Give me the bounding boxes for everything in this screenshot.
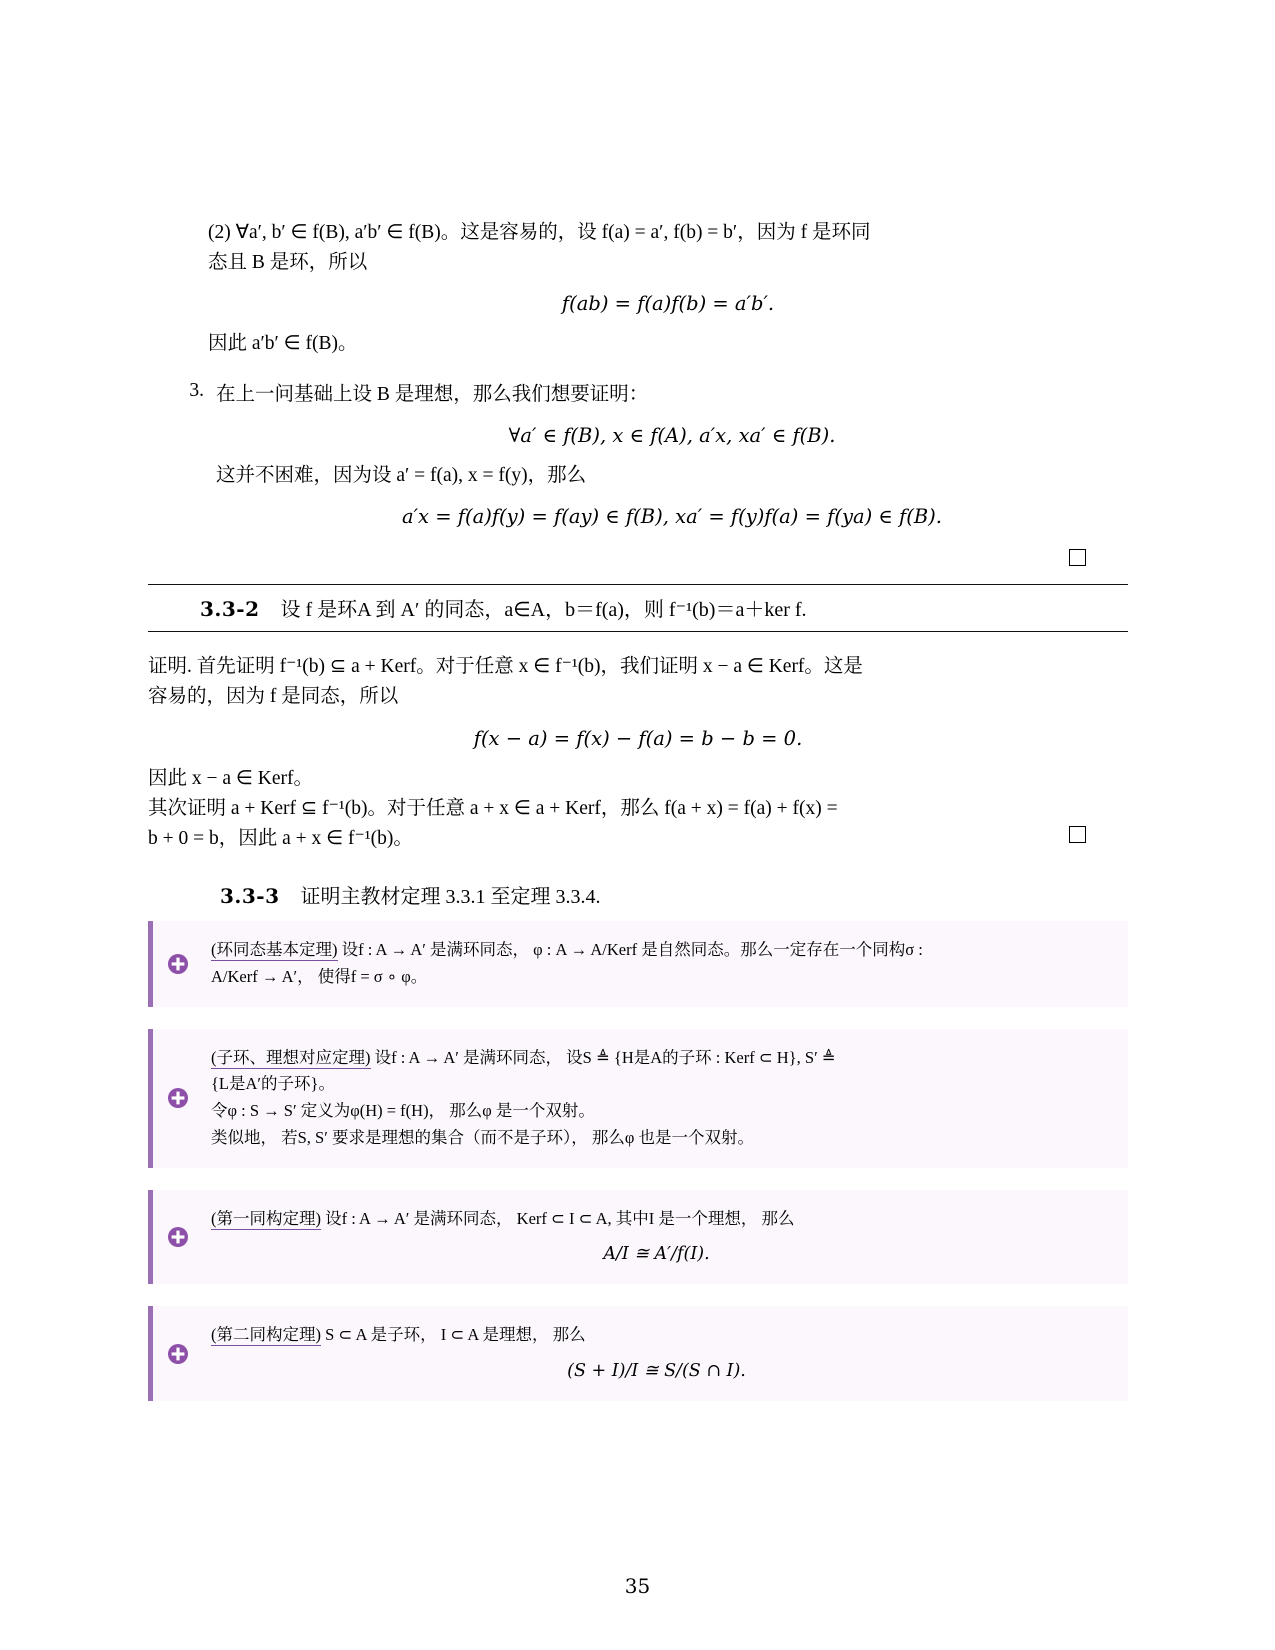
list-item-3-number: 3.	[189, 379, 204, 401]
callout-line: 类似地， 若S, S′ 要求是理想的集合（而不是子环）， 那么φ 也是一个双射。	[211, 1127, 754, 1147]
qed-symbol-2	[1069, 826, 1086, 848]
callout-line: {L是A′的子环}。	[211, 1074, 335, 1094]
list-item-3-line-1: 在上一问基础上设 B 是理想，那么我们想要证明：	[216, 383, 649, 405]
callout-tag: (第二同构定理)	[211, 1325, 321, 1345]
callout-tag: (第一同构定理)	[211, 1208, 321, 1228]
callout-line	[211, 1322, 1102, 1349]
theorem-332-statement: 设 f 是环A 到 A′ 的同态，a∈A，b＝f(a)，则 f⁻¹(b)＝a＋ker f.	[280, 599, 807, 622]
section-2-equation: f(ab) = f(a)f(b) = a′b′.	[561, 292, 775, 316]
callout-tag: (子环、理想对应定理)	[211, 1047, 371, 1067]
theorem-332-band	[148, 584, 1128, 632]
callout-second-isomorphism-theorem	[148, 1306, 1128, 1401]
plus-circle-icon[interactable]	[167, 1087, 189, 1109]
section-2-block	[208, 218, 1128, 360]
section-2-line-2: 态且 B 是环，所以	[208, 252, 368, 274]
callout-equation: A/I ≅ A′/f(I).	[603, 1244, 710, 1265]
section-2-line-3: 因此 a′b′ ∈ f(B)。	[208, 333, 358, 355]
callout-text: 设f : A → A′ 是满环同态， Kerf ⊂ I ⊂ A, 其中I 是一个理想， 那么	[325, 1208, 795, 1228]
list-item-3-equation-2: a′x = f(a)f(y) = f(ay) ∈ f(B), xa′ = f(y)f(a) = f(ya) ∈ f(B).	[402, 505, 942, 529]
callout-tag: (环同态基本定理)	[211, 940, 338, 960]
callout-text: S ⊂ A 是子环， I ⊂ A 是理想， 那么	[325, 1325, 586, 1345]
proof-332-line-5: b + 0 = b，因此 a + x ∈ f⁻¹(b)。	[148, 827, 413, 849]
qed-symbol-1	[148, 546, 1086, 572]
callout-line	[211, 1206, 1102, 1233]
callout-text: 设f : A → A′ 是满环同态， φ : A → A/Kerf 是自然同态。那么一定存在一个同构σ :	[341, 940, 923, 960]
theorem-333-number: 3.3-3	[220, 884, 280, 909]
theorem-333-title: 证明主教材定理 3.3.1 至定理 3.3.4.	[300, 886, 601, 909]
proof-332-line-2: 容易的，因为 f 是同态，所以	[148, 686, 399, 708]
callout-ring-homomorphism-fundamental-theorem	[148, 921, 1128, 1006]
callout-first-isomorphism-theorem	[148, 1190, 1128, 1285]
plus-circle-icon[interactable]	[167, 953, 189, 975]
proof-332-equation: f(x − a) = f(x) − f(a) = b − b = 0.	[473, 726, 803, 750]
callout-line: A/Kerf → A′， 使得f = σ ∘ φ。	[211, 966, 428, 986]
callout-line	[211, 1045, 1102, 1072]
callout-subring-ideal-correspondence-theorem	[148, 1029, 1128, 1168]
callout-line	[211, 937, 1102, 964]
callout-list	[148, 921, 1128, 1401]
theorem-332-number: 3.3-2	[200, 597, 260, 622]
callout-line: 令φ : S → S′ 定义为φ(H) = f(H)， 那么φ 是一个双射。	[211, 1101, 595, 1121]
list-item-3-equation-1: ∀a′ ∈ f(B), x ∈ f(A), a′x, xa′ ∈ f(B).	[508, 423, 836, 447]
proof-332-block	[148, 652, 1128, 854]
theorem-333-heading	[148, 880, 1128, 909]
plus-circle-icon[interactable]	[167, 1343, 189, 1365]
callout-text: 设f : A → A′ 是满环同态， 设S ≜ {H是A的子环 : Kerf ⊂ H}, S′ ≜	[374, 1047, 836, 1067]
proof-332-line-3: 因此 x − a ∈ Kerf。	[148, 767, 313, 789]
section-2-line-1: (2) ∀a′, b′ ∈ f(B), a′b′ ∈ f(B)。这是容易的，设 f(a) = a′, f(b) = b′，因为 f 是环同	[208, 222, 871, 243]
proof-332-line-4: 其次证明 a + Kerf ⊆ f⁻¹(b)。对于任意 a + x ∈ a + Kerf，那么 f(a + x) = f(a) + f(x) =	[148, 797, 838, 819]
proof-332-line-1: 证明. 首先证明 f⁻¹(b) ⊆ a + Kerf。对于任意 x ∈ f⁻¹(b)，我们证明 x − a ∈ Kerf。这是	[148, 656, 863, 678]
list-item-3	[170, 380, 1128, 528]
callout-equation: (S + I)/I ≅ S/(S ∩ I).	[567, 1360, 746, 1381]
list-item-3-line-2: 这并不困难，因为设 a′ = f(a), x = f(y)，那么	[216, 464, 587, 486]
page-number: 35	[624, 1574, 651, 1598]
page-content	[148, 218, 1128, 1423]
plus-circle-icon[interactable]	[167, 1226, 189, 1248]
